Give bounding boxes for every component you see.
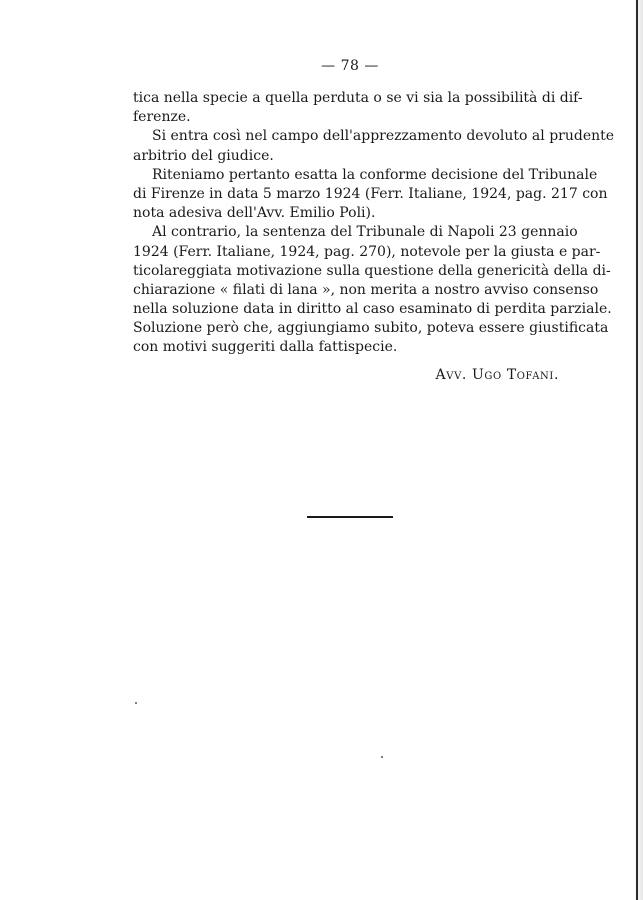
text-line: Soluzione però che, aggiungiamo subito, poteva essere giustificata (133, 320, 609, 337)
binding-line (636, 0, 638, 900)
text-line: chiarazione « filati di lana », non merita a nostro avviso consenso (133, 281, 599, 298)
section-divider (307, 516, 393, 518)
text-line: Al contrario, la sentenza del Tribunale di Napoli 23 gennaio (152, 224, 578, 241)
text-line: di Firenze in data 5 marzo 1924 (Ferr. Italiane, 1924, pag. 217 con (133, 185, 608, 202)
text-line: tica nella specie a quella perduta o se vi sia la possibilità di dif- (133, 90, 583, 106)
text-line: nota adesiva dell'Avv. Emilio Poli). (133, 205, 376, 222)
body-text (133, 89, 615, 385)
text-line: ticolareggiata motivazione sulla questione della genericità della di- (133, 262, 611, 279)
text-line: Si entra così nel campo dell'apprezzamento devoluto al prudente (152, 128, 615, 145)
scan-speck (381, 756, 383, 758)
text-line: con motivi suggeriti dalla fattispecie. (133, 339, 398, 356)
text-line: 1924 (Ferr. Italiane, 1924, pag. 270), notevole per la giusta e par- (133, 243, 601, 260)
signature: Avv. Ugo Tofani. (435, 366, 559, 383)
text-line: nella soluzione data in diritto al caso esaminato di perdita parziale. (133, 301, 612, 318)
text-line: arbitrio del giudice. (133, 147, 274, 164)
text-line: Riteniamo pertanto esatta la conforme decisione del Tribunale (152, 166, 598, 183)
page-number: — 78 — (321, 58, 379, 74)
text-line: ferenze. (133, 109, 191, 126)
scan-speck (135, 702, 137, 704)
